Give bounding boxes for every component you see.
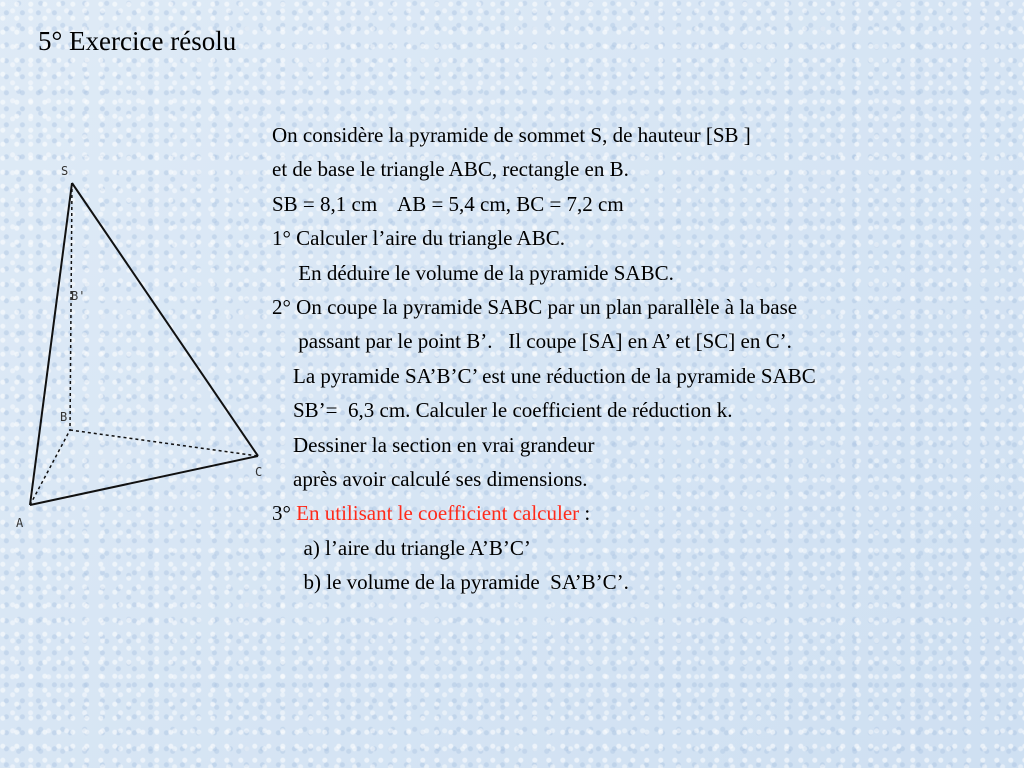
question-3-rest: : xyxy=(579,501,591,526)
statement-line: et de base le triangle ABC, rectangle en B. xyxy=(272,157,629,182)
question-3-number: 3° xyxy=(272,501,297,526)
edge-SC xyxy=(72,183,258,456)
statement-line: SB’= 6,3 cm. Calculer le coefficient de réduction k. xyxy=(272,398,733,423)
label-S: S xyxy=(61,164,69,178)
question-3b: b) le volume de la pyramide SA’B’C’. xyxy=(272,570,629,595)
edge-AB xyxy=(30,430,70,505)
question-3-highlight: En utilisant le coefficient calculer xyxy=(296,501,580,526)
label-B-prime: B' xyxy=(71,289,86,303)
statement-line: La pyramide SA’B’C’ est une réduction de la pyramide SABC xyxy=(272,363,816,388)
pyramid-figure xyxy=(0,150,280,540)
label-C: C xyxy=(255,465,263,479)
question-1: 1° Calculer l’aire du triangle ABC. xyxy=(272,226,565,251)
question-3 xyxy=(272,496,1017,530)
question-1-deduce: En déduire le volume de la pyramide SABC. xyxy=(272,260,674,285)
statement-line: On considère la pyramide de sommet S, de hauteur [SB ] xyxy=(272,123,751,147)
edge-SB xyxy=(70,183,72,430)
statement-line: Dessiner la section en vrai grandeur xyxy=(272,432,595,457)
edge-SA xyxy=(30,183,72,505)
statement-line: SB = 8,1 cm AB = 5,4 cm, BC = 7,2 cm xyxy=(272,191,624,216)
label-A: A xyxy=(16,516,24,530)
exercise-statement xyxy=(272,118,1017,599)
slide-title: 5° Exercice résolu xyxy=(38,26,237,56)
edge-BC xyxy=(70,430,258,456)
question-3a: a) l’aire du triangle A’B’C’ xyxy=(272,535,531,560)
statement-line: après avoir calculé ses dimensions. xyxy=(272,466,588,491)
label-B: B xyxy=(60,410,68,424)
question-2: 2° On coupe la pyramide SABC par un plan parallèle à la base xyxy=(272,294,798,319)
edge-AC xyxy=(30,456,258,505)
statement-line: passant par le point B’. Il coupe [SA] en A’ et [SC] en C’. xyxy=(272,329,792,354)
